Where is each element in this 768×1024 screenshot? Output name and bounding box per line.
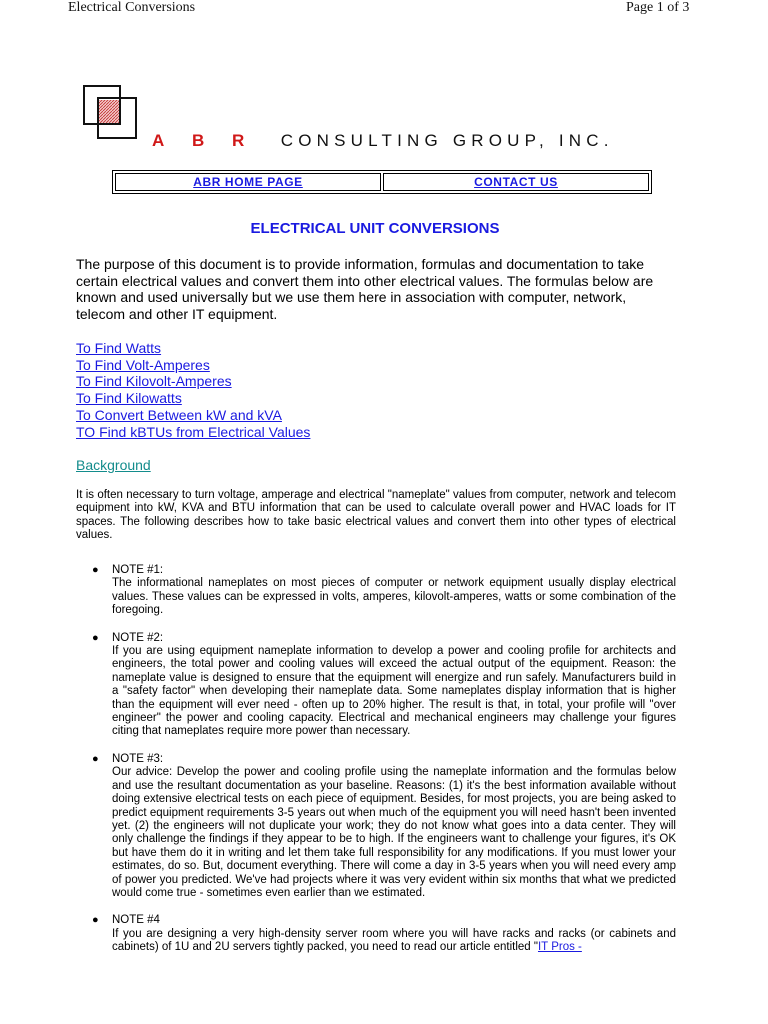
page-title: ELECTRICAL UNIT CONVERSIONS [250,220,500,237]
document-title: Electrical Conversions [68,0,196,15]
link-find-kilowatts[interactable]: To Find Kilowatts [76,390,182,407]
logo-letter-r: R [232,131,245,150]
bullet-icon: ● [92,752,99,765]
background-paragraph: It is often necessary to turn voltage, amperage and electrical "nameplate" values from computer, network and telecom equipment into kW, KVA and BTU information that can be used to calculate overall power and HVAC loads for IT spaces. The following describes how to take basic electrical values and convert them into other types of electrical values. [76,489,676,542]
section-links [76,340,476,440]
home-page-link[interactable]: ABR HOME PAGE [193,175,303,189]
nav-cell-home [115,173,381,191]
note-item-2 [92,631,676,739]
intro-paragraph: The purpose of this document is to provide information, formulas and documentation to take certain electrical values and convert them into other electrical values. The formulas below are known and used universally but we use them here in association with computer, network, telecom and other IT equipment. [76,256,654,322]
link-find-watts[interactable]: To Find Watts [76,340,162,356]
link-find-kilovolt-amperes[interactable]: To Find Kilovolt-Amperes [76,373,232,390]
notes-list [92,564,676,969]
note-label: NOTE #1: [112,564,164,576]
note-item-1 [92,564,676,618]
background-link[interactable]: Background [76,457,151,473]
note-label: NOTE #2: [112,631,164,644]
logo-letter-a: A [152,131,165,150]
link-find-volt-amperes[interactable]: To Find Volt-Amperes [76,356,210,373]
bullet-icon: ● [92,914,99,927]
note-label: NOTE #4 [112,914,160,927]
note-body: Our advice: Develop the power and cooling profile using the nameplate information and the formulas below and use the resultant documentation as your baseline. Reasons: (1) it's the best information available without doing extensive electrical tests on each piece of equipment. Besides, for most projects, you are being asked to predict equipment requirements 3-5 years out when much of the equipment you will need hasn't been invented yet. (2) the engineers will not duplicate your work; they do not know what goes into a data center. They will only challenge the findings if they appear to be to high. If the engineers want to challenge your figures, it's OK but have them do it in writing and let them take full responsibility for any modifications. If you must lower your estimates, do so. But, document everything. There will come a day in 3-5 years when you will need every amp of power you predicted. We've had projects where it was very evident within six months that what we predicted would come true - sometimes even earlier than we estimated. [112,766,676,899]
link-convert-kw-kva[interactable]: To Convert Between kW and kVA [76,406,282,423]
note-body: If you are designing a very high-density server room where you will have racks and racks (or cabinets and cabinets) of 1U and 2U servers tightly packed, you need to read our article entitled " [112,927,676,954]
note-label: NOTE #3: [112,752,164,765]
link-find-kbtus[interactable]: TO Find kBTUs from Electrical Values [76,423,311,440]
note-body: The informational nameplates on most pieces of computer or network equipment usually display electrical values. These values can be expressed in volts, amperes, kilovolt-amperes, watts or some combination of the foregoing. [112,577,676,617]
bullet-icon: ● [92,631,99,644]
company-logo-text [152,131,614,151]
company-name: CONSULTING GROUP, INC. [280,131,614,150]
nav-table [112,170,652,194]
page-number: Page 1 of 3 [626,0,690,15]
note-body: If you are using equipment nameplate information to develop a power and cooling profile for architects and engineers, the total power and cooling values will exceed the actual output of the equipment. Reason: the nameplate value is designed to ensure that the equipment will energize and run safely. Manufacturers build in a "safety factor" when developing their nameplate data. Some nameplates display information that is higher than the equipment will ever need - often up to 20% higher. The result is that, in total, your profile will "over engineer" the power and cooling capacity. Electrical and mechanical engineers may challenge your figures citing that nameplates require more power than necessary. [112,645,676,738]
contact-us-link[interactable]: CONTACT US [474,175,558,189]
note-item-3 [92,752,676,900]
nav-cell-contact [383,173,649,191]
bullet-icon: ● [92,564,99,576]
company-logo-icon [82,84,138,140]
note-item-4 [92,914,676,954]
note-body-wrapper [96,928,676,955]
it-pros-article-link[interactable]: IT Pros - [537,941,582,954]
logo-letter-b: B [192,131,205,150]
